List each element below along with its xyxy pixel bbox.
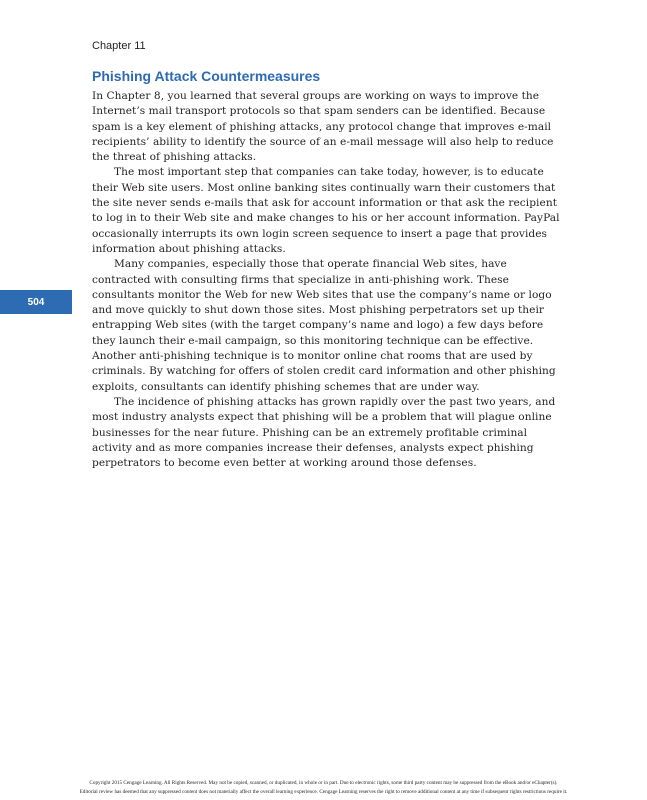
copyright-footer-line-1: Copyright 2015 Cengage Learning. All Rights Reserved. May not be copied, scanned, or duplicated, in whole or in part. Due to electronic rights, some third party content may be suppressed from the eBook and/or eChapter(s). xyxy=(89,780,558,786)
paragraph-1: In Chapter 8, you learned that several groups are working on ways to improve the Internet’s mail transport protocols so that spam senders can be identified. Because spam is a key element of phishing attacks, any protocol change that improves e-mail recipients’ ability to identify the source of an e-mail message will also help to reduce the threat of phishing attacks. xyxy=(92,90,554,164)
paragraph-4: The incidence of phishing attacks has grown rapidly over the past two years, and most industry analysts expect that phishing will be a problem that will plague online businesses for the near future. Phishing can be an extremely profitable criminal activity and as more companies increase their defenses, analysts expect phishing perpetrators to become even better at working around those defenses. xyxy=(92,395,556,470)
body-text xyxy=(92,89,567,471)
page-number: 504 xyxy=(27,296,45,308)
paragraph-3: Many companies, especially those that operate financial Web sites, have contracted with consulting firms that specialize in anti-phishing work. These consultants monitor the Web for new Web sites that use the company’s name or logo and move quickly to shut down those sites. Most phishing perpetrators set up their entrapping Web sites (with the target company’s name and logo) a few days before they launch their e-mail campaign, so this monitoring technique can be effective. Another anti-phishing technique is to monitor online chat rooms that are used by criminals. By watching for offers of stolen credit card information and other phishing exploits, consultants can identify phishing schemes that are under way. xyxy=(92,258,556,393)
section-heading: Phishing Attack Countermeasures xyxy=(92,68,321,84)
paragraph-2: The most important step that companies can take today, however, is to educate their Web site users. Most online banking sites continually warn their customers that the site never sends e-mails that ask for account information or that ask the recipient to log in to their Web site and make changes to his or her account information. PayPal occasionally interrupts its own login screen sequence to insert a page that provides information about phishing attacks. xyxy=(92,166,560,255)
page-number-tab xyxy=(0,290,72,314)
copyright-footer-line-2: Editorial review has deemed that any suppressed content does not materially affect the overall learning experience. Cengage Learning reserves the right to remove additional content at any time if subsequent rights restrictions require it. xyxy=(79,789,568,795)
chapter-label: Chapter 11 xyxy=(92,40,146,52)
